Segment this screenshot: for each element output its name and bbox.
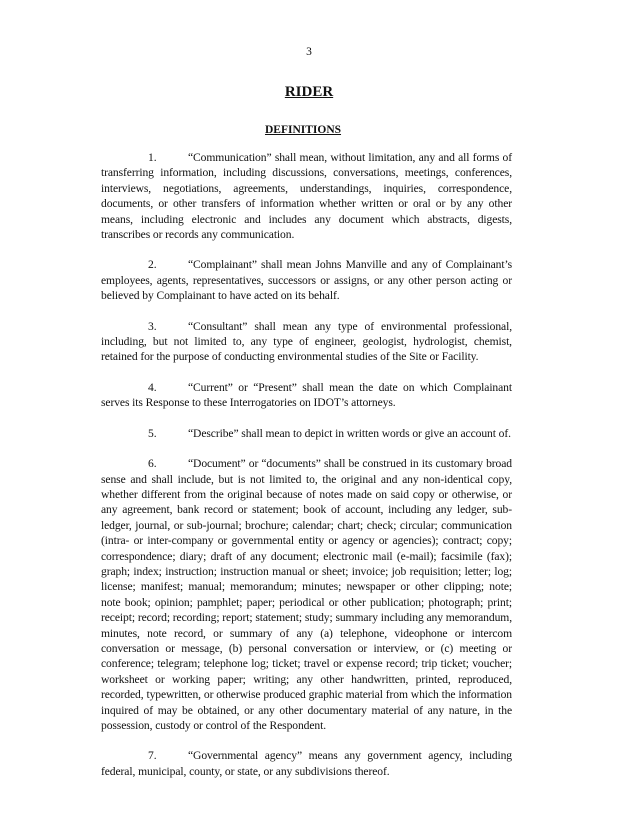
- definition-text: “Consultant” shall mean any type of environmental professional, including, but not limited to, any type of engineer, geologist, hydrologist, chemist, retained for the purpose of conducting environmental studies of the Site or Facility.: [101, 319, 512, 364]
- definition-text: “Describe” shall mean to depict in written words or give an account of.: [188, 426, 511, 440]
- page-number: 3: [306, 46, 312, 58]
- definition-paragraph: [101, 426, 512, 441]
- definition-number: 7.: [148, 749, 157, 763]
- definition-text: “Governmental agency” means any government agency, including federal, municipal, county, or state, or any subdivisions thereof.: [101, 749, 512, 778]
- definition-paragraph: [101, 748, 512, 779]
- definition-paragraph: [101, 319, 512, 365]
- definition-text: “Communication” shall mean, without limitation, any and all forms of transferring information, including discussions, conversations, meetings, conferences, interviews, negotiations, agreements, understandings, inquiries, correspondence, documents, or other transfers of information whether written or oral or by any other means, including electronic and includes any document which abstracts, digests, transcribes or records any communication.: [101, 151, 512, 242]
- definition-number: 2.: [148, 258, 157, 272]
- definition-text: “Complainant” shall mean Johns Manville and any of Complainant’s employees, agents, representatives, successors or assigns, or any other person acting or believed by Complainant to have acted on its behalf.: [101, 258, 512, 303]
- definition-number: 5.: [148, 426, 157, 440]
- definition-number: 1.: [148, 151, 157, 164]
- definition-paragraph: [101, 150, 512, 242]
- definition-text: “Document” or “documents” shall be construed in its customary broad sense and shall include, but is not limited to, the original and any non-identical copy, whether different from the original because of notes made on said copy or otherwise, or any agreement, bank record or statement; book of account, including any ledger, sub-ledger, journal, or sub-journal; brochure; calendar; chart; check; circular; communication (intra- or inter-company or governmental entity or agency or agencies); contract; copy; correspondence; diary; draft of any document; electronic mail (e-mail); facsimile (fax); graph; index; instruction; instruction manual or sheet; invoice; job requisition; letter; log; license; manifest; manual; memorandum; minutes; newspaper or other clipping; note; note book; opinion; pamphlet; paper; periodical or other publication; photograph; print; receipt; record; recording; report; statement; study; summary including any memorandum, minutes, note record, or summary of any (a) telephone, videophone or intercom conversation or message, (b) personal conversation or interview, or (c) meeting or conference; telegram; telephone log; ticket; travel or expense record; trip ticket; voucher; worksheet or working paper; writing; any other handwritten, printed, reproduced, recorded, typewritten, or otherwise produced graphic material from which the information inquired of may be obtained, or any other documentary material of any nature, in the possession, custody or control of the Respondent.: [101, 457, 512, 732]
- definition-number: 6.: [148, 457, 157, 471]
- definitions-list: [101, 150, 512, 814]
- definition-paragraph: [101, 257, 512, 303]
- definition-paragraph: [101, 456, 512, 733]
- definition-number: 3.: [148, 319, 157, 333]
- definition-number: 4.: [148, 380, 157, 394]
- document-title: RIDER: [284, 84, 334, 100]
- definition-text: “Current” or “Present” shall mean the date on which Complainant serves its Response to these Interrogatories on IDOT’s attorneys.: [101, 380, 512, 410]
- section-heading: DEFINITIONS: [264, 124, 342, 136]
- definition-paragraph: [101, 380, 512, 411]
